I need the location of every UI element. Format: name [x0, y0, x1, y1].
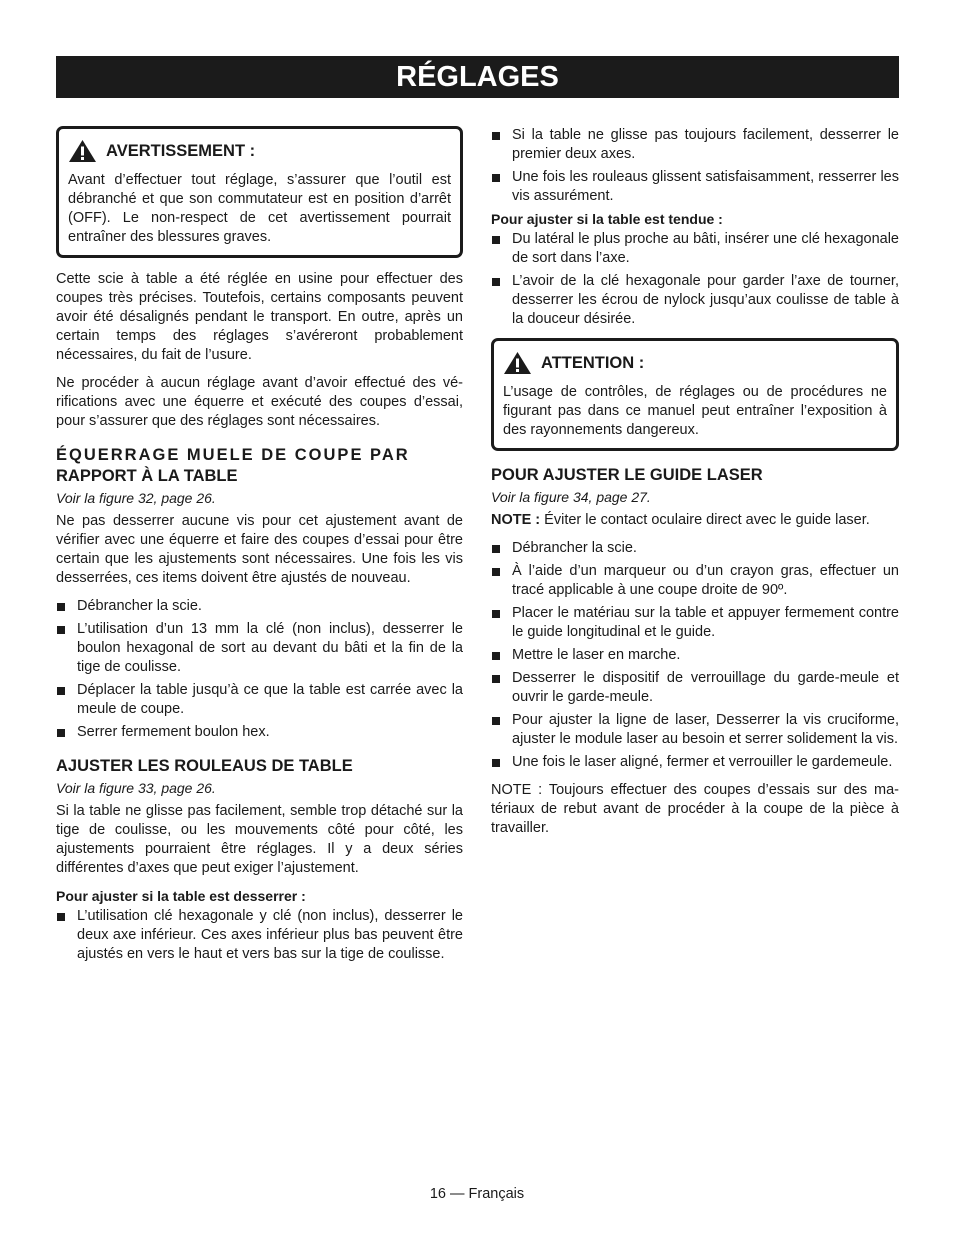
list-item: Une fois les rouleaus glissent satisfaisamment, resserrer les vis assurément.: [491, 168, 899, 206]
bullet-square-icon: [57, 687, 65, 695]
section-heading-laser: POUR AJUSTER LE GUIDE LASER: [491, 466, 763, 484]
list-item: Serrer fermement boulon hex.: [56, 723, 463, 742]
list-item: L’avoir de la clé hexagonale pour garder l’axe de tourner, desserrer les écrou de nylock jusqu’aux coulisse de table à la douceur désirée.: [491, 272, 899, 329]
right-column: [491, 126, 899, 847]
section-heading-squaring-line2: RAPPORT À LA TABLE: [56, 467, 238, 485]
intro-paragraph-2: Ne procéder à aucun réglage avant d’avoir effectué des vérifications avec une équerre et exécuté des coupes d’essai, pour s’assurer que des réglages sont nécessaires.: [56, 375, 463, 429]
note-label: NOTE :: [491, 512, 541, 528]
list-item: Si la table ne glisse pas toujours facilement, desserrer le premier deux axes.: [491, 126, 899, 164]
bullet-list: [56, 597, 463, 742]
figure-reference: Voir la figure 32, page 26.: [56, 490, 216, 506]
list-item: Pour ajuster la ligne de laser, Desserrer la vis cruciforme, ajuster le module laser au besoin et serrer solidement la vis.: [491, 711, 899, 749]
page-title: RÉGLAGES: [56, 56, 899, 98]
subheading-loose-table: Pour ajuster si la table est desserrer :: [56, 888, 306, 904]
bullet-square-icon: [492, 236, 500, 244]
warning-box-text: Avant d’effectuer tout réglage, s’assurer que l’outil est débranché et que son commutateur est en position d’arrêt (OFF). Le non-respect de cet avertissement pourrait entraîner des blessures graves.: [68, 172, 451, 245]
figure-reference: Voir la figure 33, page 26.: [56, 780, 216, 796]
section-heading-rollers: AJUSTER LES ROULEAUS DE TABLE: [56, 757, 353, 775]
bullet-list: [491, 539, 899, 772]
subheading-tight-table: Pour ajuster si la table est tendue :: [491, 211, 723, 227]
bullet-square-icon: [492, 610, 500, 618]
section-heading-squaring: [56, 445, 463, 487]
caution-box-title: ATTENTION :: [541, 353, 645, 372]
caution-box-header: [503, 351, 887, 375]
bullet-square-icon: [492, 568, 500, 576]
bullet-list: [491, 230, 899, 329]
caution-box-text: L’usage de contrôles, de réglages ou de procédures ne figurant pas dans ce manuel peut entraîner l’exposition à des rayonnements dangereux.: [503, 384, 887, 438]
bullet-square-icon: [492, 174, 500, 182]
warning-box-header: [68, 139, 451, 163]
bullet-square-icon: [57, 626, 65, 634]
list-item: Une fois le laser aligné, fermer et verrouiller le gardemeule.: [491, 753, 899, 772]
bullet-square-icon: [492, 278, 500, 286]
section-paragraph: Si la table ne glisse pas facilement, semble trop détaché sur la tige de coulisse, ou les mouvements côté pour côté, les ajustements pourraient être réglages. Il y a deux séries différentes d’axes que peut exiger l’ajustement.: [56, 803, 463, 876]
left-column: [56, 126, 463, 973]
list-item: Mettre le laser en marche.: [491, 646, 899, 665]
laser-note: [491, 511, 899, 530]
bullet-square-icon: [492, 675, 500, 683]
final-note: NOTE : Toujours effectuer des coupes d’essais sur des matériaux de rebut avant de procéder à la coupe de la pièce à travailler.: [491, 782, 899, 836]
warning-box-title: AVERTISSEMENT :: [106, 141, 256, 160]
section-heading-squaring-line1: ÉQUERRAGE MUELE DE COUPE PAR: [56, 446, 410, 464]
bullet-square-icon: [492, 132, 500, 140]
bullet-square-icon: [57, 729, 65, 737]
warning-triangle-icon: [68, 139, 97, 163]
list-item: L’utilisation d’un 13 mm la clé (non inclus), desserrer le boulon hexagonal de sort au devant du bâti et la fin de la tige de coulisse.: [56, 620, 463, 677]
section-paragraph: Ne pas desserrer aucune vis pour cet ajustement avant de vérifier avec une équerre et faire des coupes d’essai pour être certain que les ajustements sont nécessaires. Une fois les vis desserrées, ces items doivent être ajustés de nouveau.: [56, 513, 463, 586]
warning-box: [56, 126, 463, 258]
list-item: Placer le matériau sur la table et appuyer fermement contre le guide longitudinal et le guide.: [491, 604, 899, 642]
intro-paragraph-1: Cette scie à table a été réglée en usine pour effectuer des coupes très précises. Toutefois, certains composants peuvent avoir été désalignés pendant le transport. En outre, après un certain temps des réglages s’avéreront probablement nécessaires, du fait de l’usure.: [56, 271, 463, 363]
list-item: Déplacer la table jusqu’à ce que la table est carrée avec la meule de coupe.: [56, 681, 463, 719]
caution-box: [491, 338, 899, 451]
bullet-square-icon: [492, 545, 500, 553]
bullet-list: [491, 126, 899, 206]
list-item: Du latéral le plus proche au bâti, insérer une clé hexagonale de sort dans l’axe.: [491, 230, 899, 268]
bullet-list: [56, 907, 463, 964]
bullet-square-icon: [492, 717, 500, 725]
figure-reference: Voir la figure 34, page 27.: [491, 489, 651, 505]
warning-triangle-icon: [503, 351, 532, 375]
note-text: Éviter le contact oculaire direct avec le guide laser.: [544, 512, 870, 528]
bullet-square-icon: [492, 652, 500, 660]
page-footer: 16 — Français: [429, 1186, 525, 1202]
bullet-square-icon: [57, 913, 65, 921]
list-item: Débrancher la scie.: [491, 539, 899, 558]
bullet-square-icon: [492, 759, 500, 767]
list-item: À l’aide d’un marqueur ou d’un crayon gras, effectuer un tracé applicable à une coupe droite de 90º.: [491, 562, 899, 600]
bullet-square-icon: [57, 603, 65, 611]
list-item: Débrancher la scie.: [56, 597, 463, 616]
list-item: L’utilisation clé hexagonale y clé (non inclus), desserrer le deux axe inférieur. Ces axes inférieur plus bas peuvent être ajustés en vers le haut et vers bas sur la tige de coulisse.: [56, 907, 463, 964]
list-item: Desserrer le dispositif de verrouillage du garde-meule et ouvrir le garde-meule.: [491, 669, 899, 707]
